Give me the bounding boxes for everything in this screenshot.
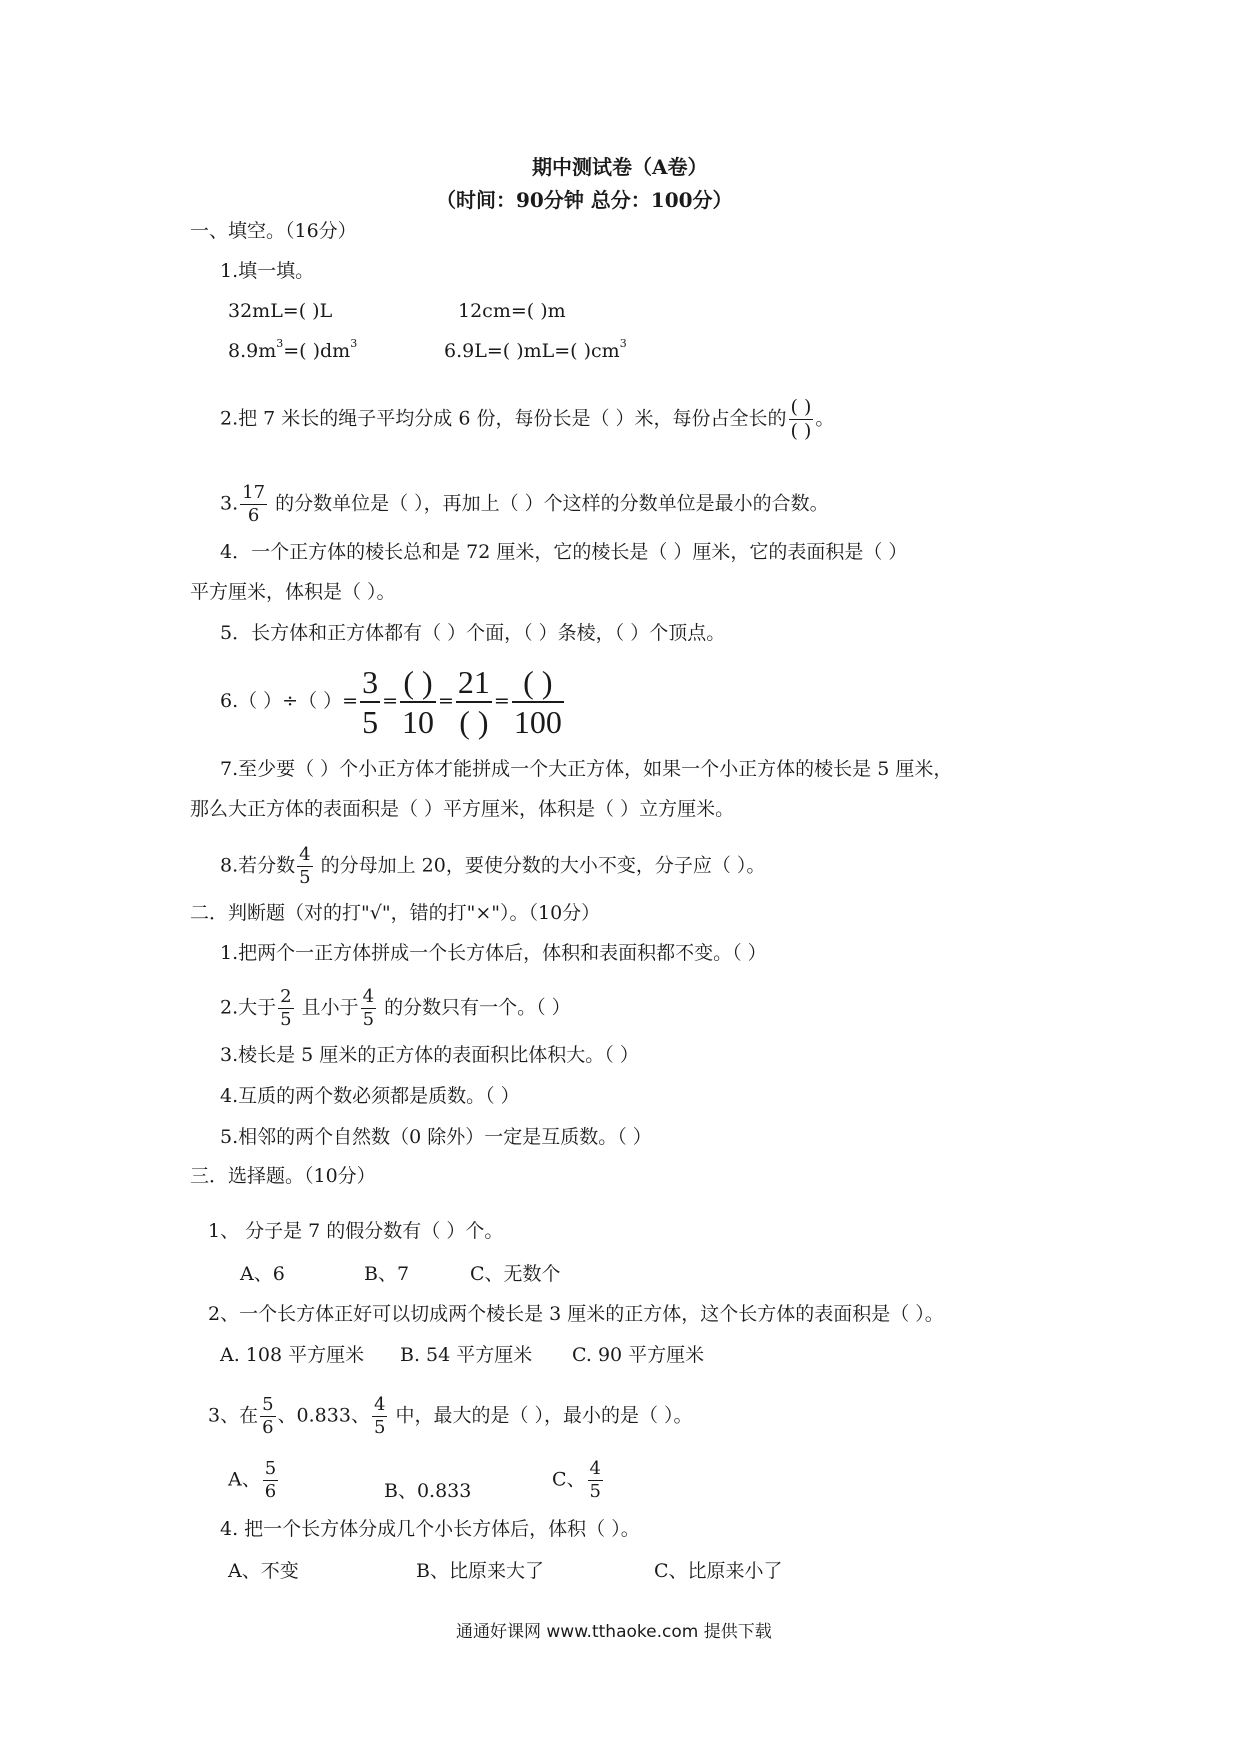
s1-q1-c: $8.9m^3=$( )$dm^3$: [228, 337, 358, 362]
s1-q1-b: 12cm=( )m: [458, 300, 566, 322]
s3-q3-option-c-fraction: $\frac{4}{5}$: [589, 1458, 601, 1502]
s1-q1-label: 1.填一填。: [220, 260, 315, 282]
s2-q3: 3.棱长是 5 厘米的正方体的表面积比体积大。（ ）: [220, 1044, 639, 1066]
s1-q3-fraction: $\frac{17}{6}$: [242, 482, 266, 526]
s1-q6-fraction-2: $\frac{( )}{10}$: [401, 664, 434, 740]
s2-q2: 2.大于 $\frac{2}{5}$ 且小于 $\frac{4}{5}$ 的分数只有一个。（ ）: [220, 986, 571, 1030]
s3-q2-option-c: C. 90 平方厘米: [572, 1344, 705, 1366]
s1-q6-fraction-3: $\frac{21}{( )}$: [457, 664, 490, 740]
s1-q8-fraction: $\frac{4}{5}$: [299, 844, 311, 888]
s3-q3: 3、在 $\frac{5}{6}$ 、0.833、 $\frac{4}{5}$ 中，最大的是（ ），最小的是（ ）。: [208, 1394, 693, 1438]
s1-q1-d: 6.9L=( )mL=( )$cm^3$: [444, 337, 627, 362]
s2-q2-fraction-1: $\frac{2}{5}$: [280, 986, 292, 1030]
s3-q4-option-b: B、比原来大了: [416, 1560, 544, 1582]
s3-q3-option-c: C、 $\frac{4}{5}$: [552, 1458, 601, 1502]
page-title: 期中测试卷（A卷）: [532, 155, 708, 179]
page-subtitle: （时间：90分钟 总分：100分）: [436, 188, 733, 212]
section-3-heading: 三．选择题。（10分）: [190, 1165, 376, 1187]
s2-q2-fraction-2: $\frac{4}{5}$: [362, 986, 375, 1030]
s1-q7-line2: 那么大正方体的表面积是（ ）平方厘米，体积是（ ）立方厘米。: [190, 798, 735, 820]
s3-q1: 1、 分子是 7 的假分数有（ ）个。: [208, 1220, 504, 1242]
s3-q1-option-b: B、7: [364, 1263, 410, 1285]
s3-q2-option-a: A. 108 平方厘米: [220, 1344, 365, 1366]
s3-q2-option-b: B. 54 平方厘米: [400, 1344, 533, 1366]
s1-q8: 8.若分数 $\frac{4}{5}$ 的分母加上 20，要使分数的大小不变，分子应（ ）。: [220, 844, 766, 888]
s3-q3-option-a: A、 $\frac{5}{6}$: [228, 1458, 277, 1502]
s3-q4-option-c: C、比原来小了: [654, 1560, 783, 1582]
s3-q2: 2、一个长方体正好可以切成两个棱长是 3 厘米的正方体，这个长方体的表面积是（ ）。: [208, 1303, 944, 1325]
s1-q7-line1: 7.至少要（ ）个小正方体才能拼成一个大正方体，如果一个小正方体的棱长是 5 厘米，: [220, 758, 953, 780]
s3-q3-option-a-fraction: $\frac{5}{6}$: [264, 1458, 277, 1502]
s1-q2-fraction: $\frac{( )}{( )}$: [790, 396, 812, 442]
s3-q1-option-a: A、6: [240, 1263, 285, 1285]
s3-q4: 4. 把一个长方体分成几个小长方体后，体积（ ）。: [220, 1518, 640, 1540]
s1-q4-line2: 平方厘米，体积是（ ）。: [190, 581, 396, 603]
s1-q5: 5．长方体和正方体都有（ ）个面，（ ）条棱，（ ）个顶点。: [220, 622, 726, 644]
s3-q3-fraction-2: $\frac{4}{5}$: [373, 1394, 386, 1438]
s3-q3-option-b: B、0.833: [384, 1480, 472, 1502]
s2-q4: 4.互质的两个数必须都是质数。（ ）: [220, 1085, 520, 1107]
s3-q1-option-c: C、无数个: [470, 1263, 561, 1285]
s3-q4-option-a: A、不变: [228, 1560, 299, 1582]
s1-q6: 6.（ ）÷（ ）= $\frac{3}{5}$ = $\frac{( )}{10}$ = $\frac{21}{( )}$ = $\frac{( )}{100}$: [220, 664, 562, 740]
s2-q1: 1.把两个一正方体拼成一个长方体后，体积和表面积都不变。（ ）: [220, 942, 767, 964]
s1-q6-fraction-1: $\frac{3}{5}$: [362, 664, 379, 740]
s3-q3-fraction-1: $\frac{5}{6}$: [262, 1394, 274, 1438]
s1-q4-line1: 4．一个正方体的棱长总和是 72 厘米，它的棱长是（ ）厘米，它的表面积是（ ）: [220, 541, 908, 563]
footer-download-note: 通通好课网 www.tthaoke.com 提供下载: [456, 1622, 772, 1642]
s1-q3: 3. $\frac{17}{6}$ 的分数单位是（ ），再加上（ ）个这样的分数单位是最小的合数。: [220, 482, 829, 526]
s2-q5: 5.相邻的两个自然数（0 除外）一定是互质数。（ ）: [220, 1126, 652, 1148]
s1-q1-a: 32mL=( )L: [228, 300, 333, 322]
section-1-heading: 一、填空。（16分）: [190, 220, 357, 242]
s1-q2: 2.把 7 米长的绳子平均分成 6 份，每份长是（ ）米，每份占全长的 $\frac{( )}{( )}$ 。: [220, 396, 835, 442]
section-2-heading: 二．判断题（对的打"√"，错的打"×"）。（10分）: [190, 902, 601, 924]
s1-q6-fraction-4: $\frac{( )}{100}$: [513, 664, 562, 740]
